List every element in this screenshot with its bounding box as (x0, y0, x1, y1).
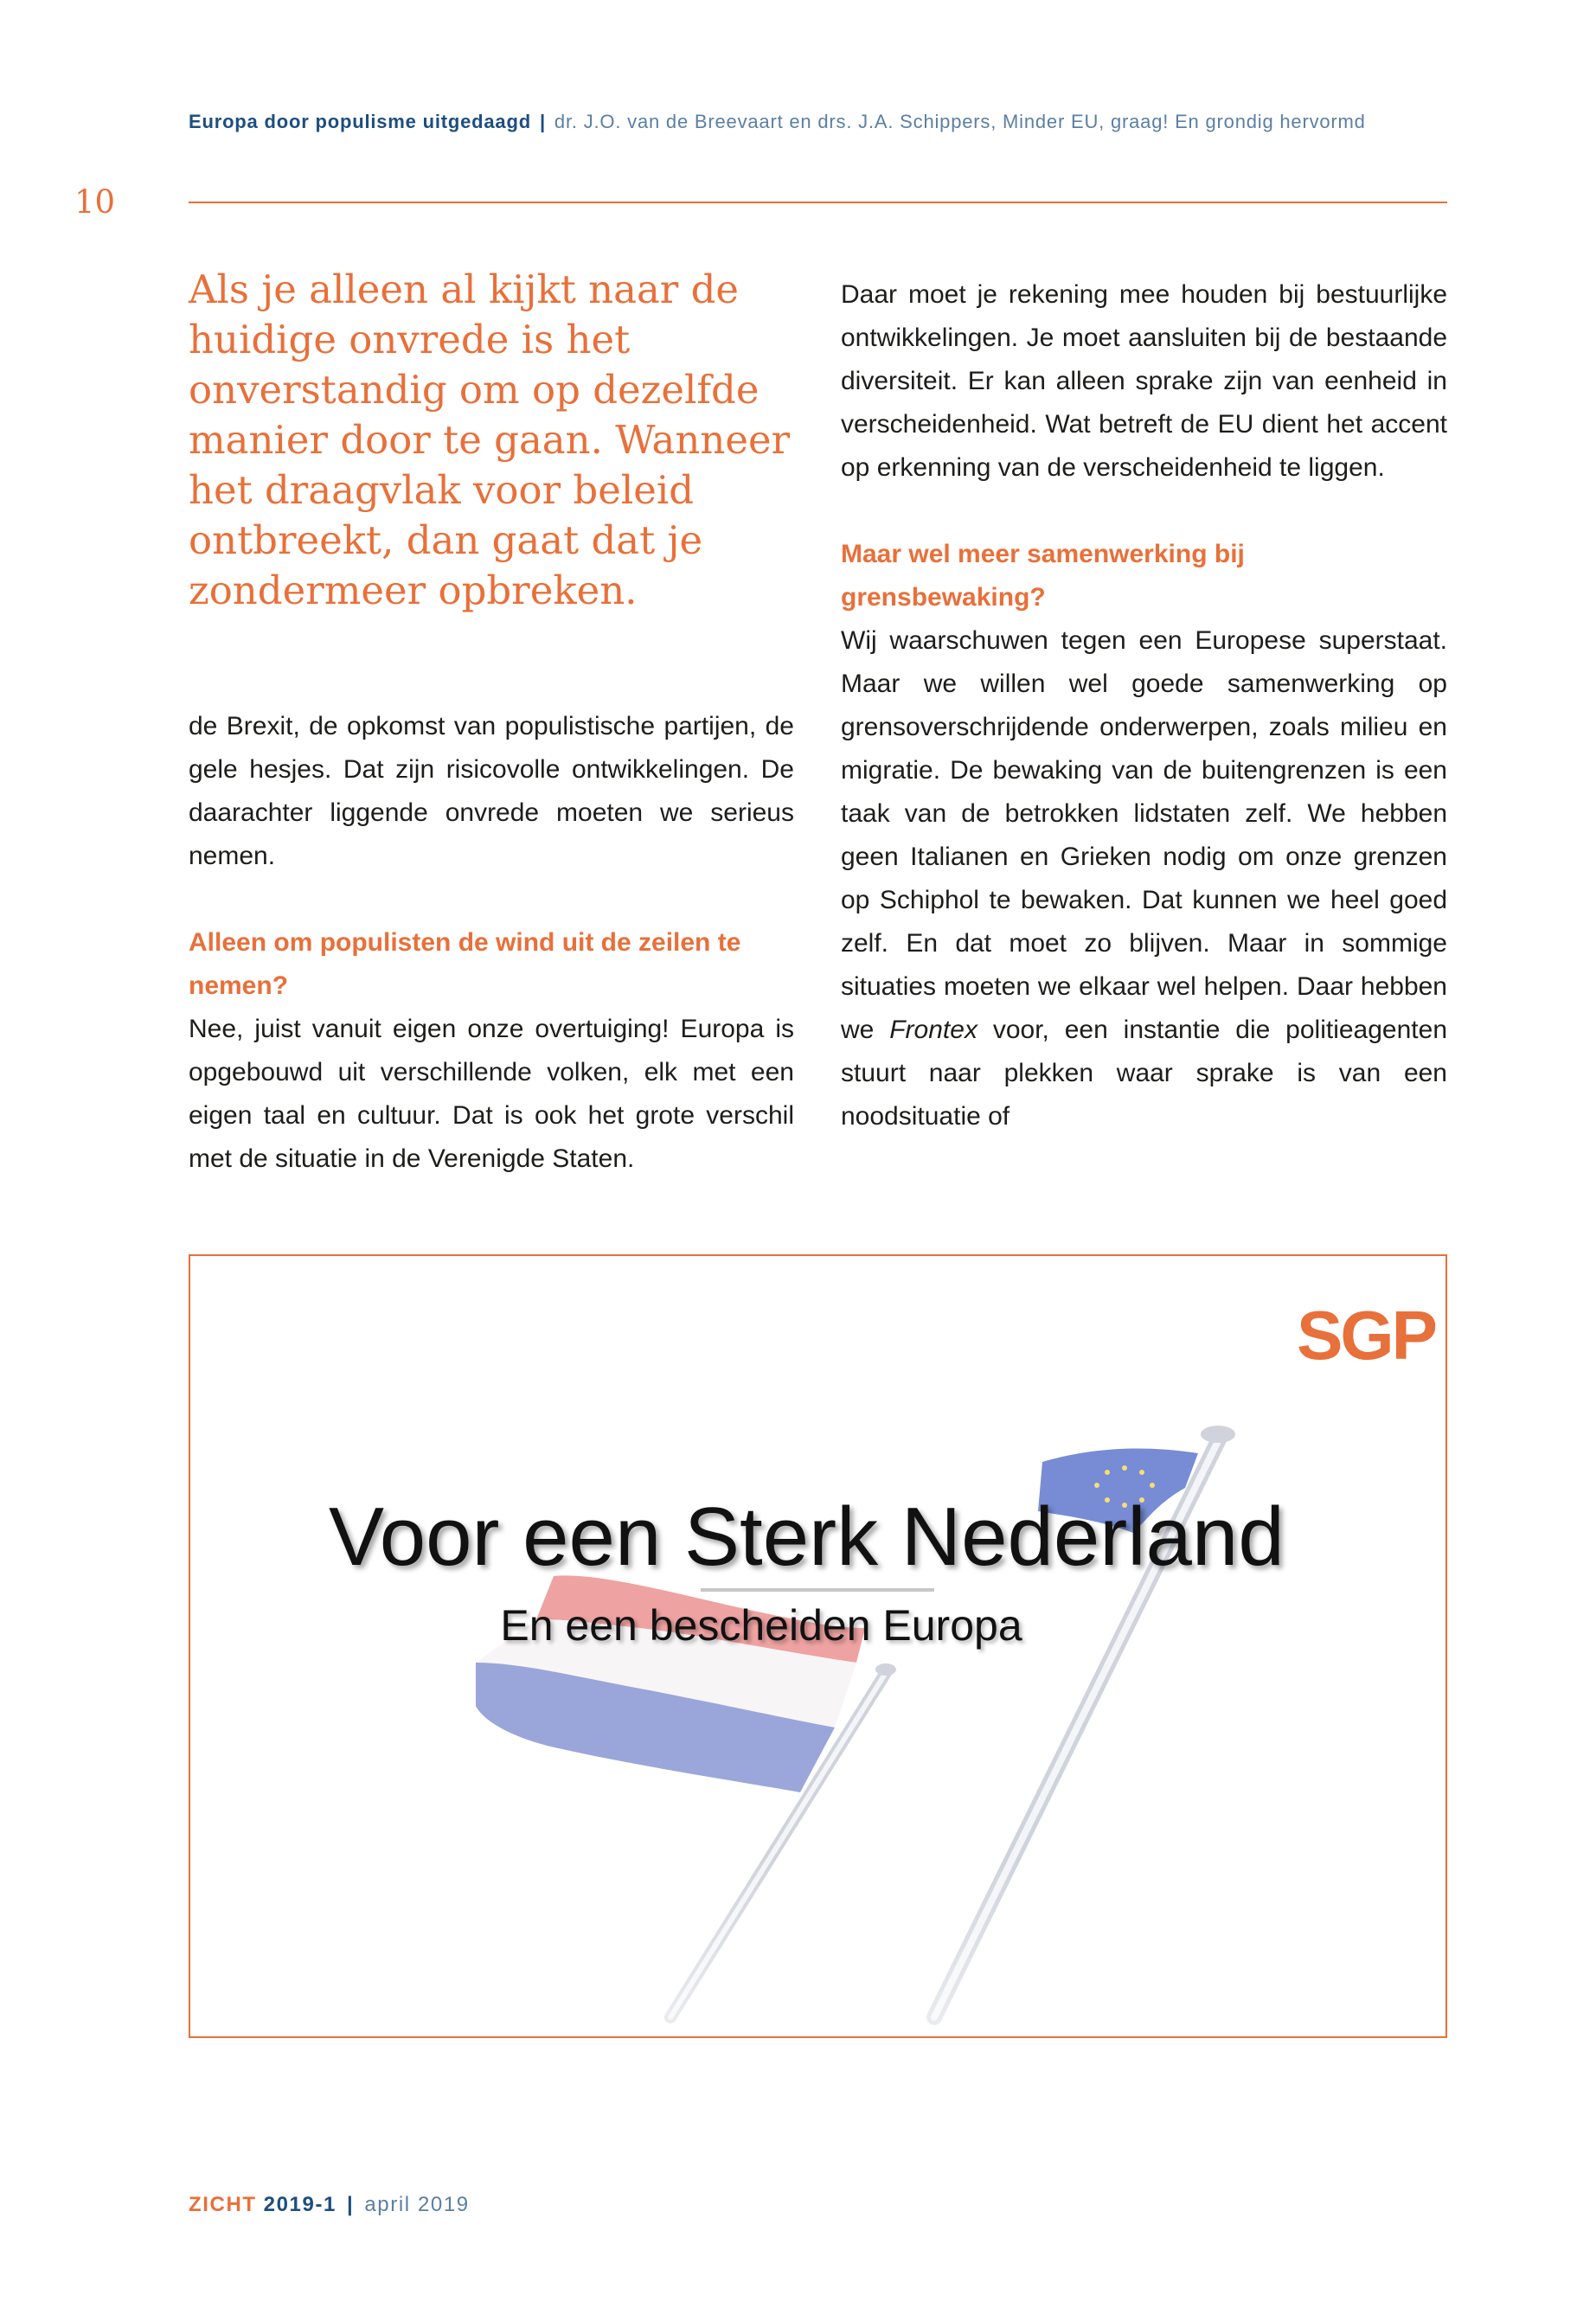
right-paragraph-2 (841, 619, 1447, 1138)
running-header (189, 111, 1447, 133)
figure-subtitle: En een bescheiden Europa (500, 1601, 1022, 1650)
left-paragraph-2: Nee, juist vanuit eigen onze overtuiging! Europa is opgebouwd uit verschillende volken, elk met een eigen taal en cultuur. Dat is ook het grote verschil met de situatie in de Verenigde Staten. (189, 1015, 794, 1173)
footer-brand: ZICHT (189, 2193, 257, 2216)
right-paragraph-2-start: Wij waarschuwen tegen een Europese superstaat. Maar we willen wel goede samenwerking op grensoverschrijdende onderwerpen, zoals milieu en migratie. De bewaking van de buitengrenzen is een taak van de betrokken lidstaten zelf. We hebben geen Italianen en Grieken nodig om onze grenzen op Schiphol te bewaken. Dat kunnen we heel goed zelf. En dat moet zo blijven. Maar in sommige situaties moeten we elkaar wel helpen. Daar hebben we (841, 626, 1447, 1044)
pull-quote: Als je alleen al kijkt naar de huidige onvrede is het onverstandig om op dezelfde manier door te gaan. Wanneer het draagvlak voor beleid ontbreekt, dan gaat dat je zondermeer opbreken. (189, 266, 791, 613)
right-column (841, 273, 1447, 1138)
page-number: 10 (74, 183, 116, 221)
footer (189, 2193, 470, 2217)
header-rule (189, 202, 1447, 203)
question-heading-2: Maar wel meer samenwerking bij grensbewaking? (841, 540, 1245, 612)
left-column (189, 705, 794, 1181)
campaign-image (189, 1254, 1447, 2038)
frontex-term: Frontex (889, 1016, 977, 1044)
header-separator: | (539, 111, 546, 132)
header-subtitle: dr. J.O. van de Breevaart en drs. J.A. Schippers, Minder EU, graag! En grondig hervormd (554, 111, 1366, 132)
figure-divider (701, 1588, 934, 1592)
footer-separator: | (347, 2193, 355, 2216)
right-paragraph-1: Daar moet je rekening mee houden bij bestuurlijke ontwikkelingen. Je moet aansluiten bij de bestaande diversiteit. Er kan alleen sprake zijn van eenheid in verscheidenheid. Wat betreft de EU dient het accent op erkenning van de verscheidenheid te liggen. (841, 280, 1447, 482)
left-paragraph-1: de Brexit, de opkomst van populistische partijen, de gele hesjes. Dat zijn risicovolle ontwikkelingen. De daarachter liggende onvrede moeten we serieus nemen. (189, 712, 794, 870)
sgp-logo: SGP (1297, 1297, 1435, 1374)
footer-issue: 2019-1 (263, 2193, 337, 2216)
footer-date: april 2019 (364, 2193, 470, 2216)
right-paragraph-2-end: voor, een instantie die politieagenten stuurt naar plekken waar sprake is van een noodsituatie of (841, 1016, 1448, 1131)
header-title: Europa door populisme uitgedaagd (189, 111, 531, 132)
figure-title: Voor een Sterk Nederland (329, 1490, 1285, 1583)
question-heading-1: Alleen om populisten de wind uit de zeilen te nemen? (189, 928, 741, 1000)
